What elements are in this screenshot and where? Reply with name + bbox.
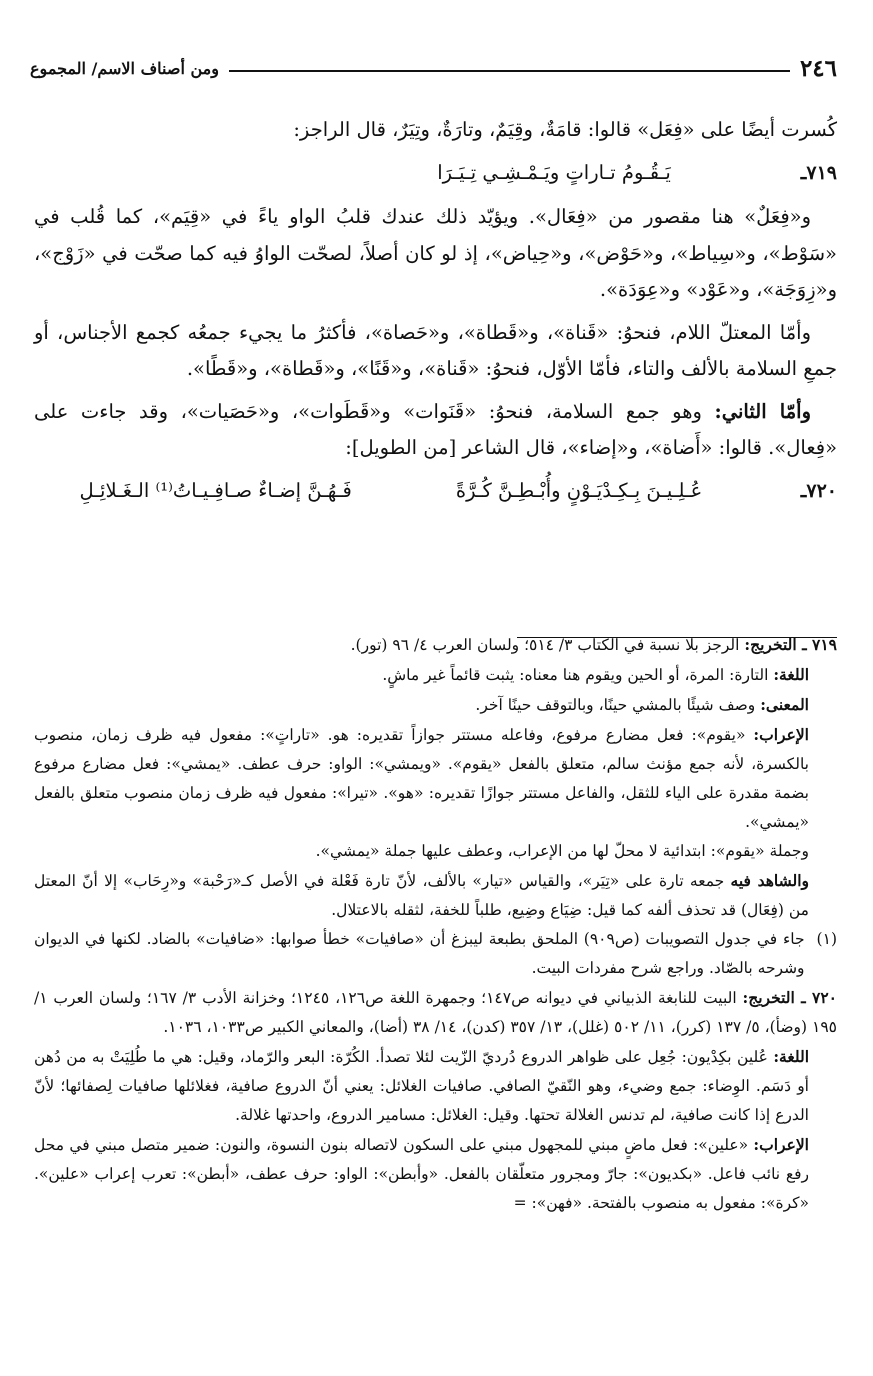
note-label: الإعراب: xyxy=(753,725,809,744)
verse-text: يَـقُـومُ تـاراتٍ ويَـمْـشِـي تِـيَـرَا xyxy=(437,160,671,184)
note-719-takhrij xyxy=(34,630,837,660)
note-text: «يقوم»: فعل مضارع مرفوع، وفاعله مستتر جوازاً تقديره: هو. «تاراتٍ»: مفعول فيه ظرف زمان، منصوب بالكسرة، لأنه جمع مؤنث سالم، متعلق بالفعل «يقوم». «ويمشي»: الواو: حرف عطف. «يمشي»: فعل مضارع مرفوع بضمة مقدرة على الياء للثقل، والفاعل مستتر جوازًا تقديره: «هو». «تيرا»: مفعول فيه ظرف زمان منصوب متعلق بالفعل «يمشي». xyxy=(34,726,809,831)
note-text: وصف شيئًا بالمشي حينًا، وبالتوقف حينًا آخر. xyxy=(475,696,761,714)
note-label: المعنى: xyxy=(760,695,809,714)
footnotes xyxy=(34,630,837,1218)
paragraph-4-label: وأمّا الثاني: xyxy=(714,399,812,423)
note-719-shahid xyxy=(34,866,837,925)
footnote-1 xyxy=(34,925,837,983)
note-text: عُلين بكِدْيون: جُعِل على ظواهر الدروع دُرديّ الزّيت لئلا تصدأ. الكُرّة: البعر والرّماد، وقيل: هي ما طُلِيَتْ به من دُهن أو دَسَم. الوِضاء: جمع وضيء، وهو النّقيّ الصافي. صافيات الغلائل: يعني أنّ الدروع صافية، فغلائلها صافيات لِصفائها؛ لأنّ الدرع إذا كانت صافية، لم تدنس الغلالة تحتها. وقيل: الغلائل: مسامير الدروع، واحدتها غلالة. xyxy=(34,1048,809,1124)
note-719-lugha xyxy=(34,660,837,690)
note-text: التارة: المرة، أو الحين ويقوم هنا معناه: يثبت قائماً غير ماشٍ. xyxy=(382,666,774,684)
note-text: البيت للنابغة الذبياني في ديوانه ص١٤٧؛ وجمهرة اللغة ص١٢٦، ١٢٤٥؛ وخزانة الأدب ٣/ ١٦٧؛ ولسان العرب ١/ ١٩٥ (وضأ)، ٥/ ١٣٧ (كرر)، ١١/ ٥٠٢ (غلل)، ١٣/ ٣٥٧ (كدن)، ١٤/ ٣٨ (أضا)، والمعاني الكبير ص١٠٣٣، ١٠٣٦. xyxy=(34,989,837,1036)
paragraph-4-text: وهو جمع السلامة، فنحوُ: «قَنَوات» و«قَطَوات»، و«حَصَيات»، وقد جاءت على «فِعال». قالوا: «أَضاة»، و«إضاء»، قال الشاعر [من الطويل]: xyxy=(34,399,837,459)
note-text: جمعه تارة على «تِيَر»، والقياس «تيار» بالألف، لأنّ تارة فَعْلة في الأصل كـ«رَحْبة» و«رِحَاب» إلا أنّ المعتل من (فِعَال) قد تحذف ألفه كما قيل: ضِيَاع وضِيع، طلباً للخفة، لثقله بالاعتلال. xyxy=(34,872,809,919)
header-rule xyxy=(229,70,790,72)
note-label: اللغة: xyxy=(773,1047,809,1066)
note-720-takhrij xyxy=(34,983,837,1042)
note-text: «علين»: فعل ماضٍ مبني للمجهول مبني على السكون لاتصاله بنون النسوة، والنون: ضمير متصل مبني في محل رفع نائب فاعل. «بكديون»: جارّ ومجرور متعلّقان بالفعل. «وأبطن»: الواو: حرف عطف، «أبطن»: تعرب إعراب «علين». «كرة»: مفعول به منصوب بالفتحة. «فهن»: = xyxy=(34,1136,809,1212)
main-text xyxy=(34,112,837,517)
verse-720 xyxy=(34,473,837,510)
verse-number: ٧٢٠ـ xyxy=(800,479,837,502)
verse-number: ٧١٩ـ xyxy=(800,161,837,184)
verse-hemistich-2: فَـهُـنَّ إضـاءٌ صـافِـيـاتُ⁽¹⁾ الـغَـلائِـلِ xyxy=(79,478,352,502)
paragraph-3: وأمّا المعتلّ اللام، فنحوُ: «قَناة»، و«قَطاة»، و«حَصاة»، فأكثرُ ما يجيء جمعُه كجمع الأجناس، أو جمعِ السلامة بالألف والتاء، فأمّا الأوّل، فنحوُ: «قَناة»، و«قَنًا»، و«قَطاة»، و«قَطًا». xyxy=(34,320,837,380)
page-header xyxy=(30,52,837,84)
running-title: ومن أصناف الاسم/ المجموع xyxy=(30,58,219,78)
paragraph-1: كُسرت أيضًا على «فِعَل» قالوا: قامَةٌ، وقِيَمٌ، وتارَةٌ، وتِيَرٌ، قال الراجز: xyxy=(293,118,837,141)
note-719-mana xyxy=(34,690,837,720)
verse-719 xyxy=(34,155,837,192)
paragraph-4 xyxy=(34,394,837,467)
footnote-marker: (١) xyxy=(816,930,837,948)
note-label: ٧٢٠ ـ التخريج: xyxy=(742,988,837,1007)
note-719-jumla: وجملة «يقوم»: ابتدائية لا محلّ لها من الإعراب، وعطف عليها جملة «يمشي». xyxy=(315,842,809,860)
note-label: والشاهد فيه xyxy=(730,871,810,890)
note-719-irab xyxy=(34,720,837,837)
note-text: الرجز بلا نسبة في الكتاب ٣/ ٥١٤؛ ولسان العرب ٤/ ٩٦ (تور). xyxy=(350,636,745,654)
note-label: ٧١٩ ـ التخريج: xyxy=(744,635,837,654)
note-label: اللغة: xyxy=(773,665,809,684)
page-number: ٢٤٦ xyxy=(799,54,837,82)
note-label: الإعراب: xyxy=(753,1135,809,1154)
verse-hemistich-1: عُـلِـيـنَ بِـكِـدْيَـوْنٍ وأُبْـطِـنَّ كُـرَّةً xyxy=(455,478,703,502)
note-720-irab xyxy=(34,1130,837,1218)
footnote-text: جاء في جدول التصويبات (ص٩٠٩) الملحق بطبعة ليبزغ أن «صافيات» خطأ صوابها: «ضافيات» بالضاد. لكنها في الديوان وشرحه بالصّاد. وراجع شرح مفردات البيت. xyxy=(34,930,805,977)
paragraph-2: و«فِعَلٌ» هنا مقصور من «فِعَال». ويؤيّد ذلك عندك قلبُ الواو ياءً في «قِيَم»، كما قُلب في «سَوْط»، و«سِياط»، و«حَوْض»، و«حِياض»، إذ لو كان أصلاً، لصحّت الواوُ فيه كما صحّت في «زَوْج»، و«زِوَجَة»، و«عَوْد» و«عِوَدَة». xyxy=(34,205,837,301)
note-720-lugha xyxy=(34,1042,837,1130)
